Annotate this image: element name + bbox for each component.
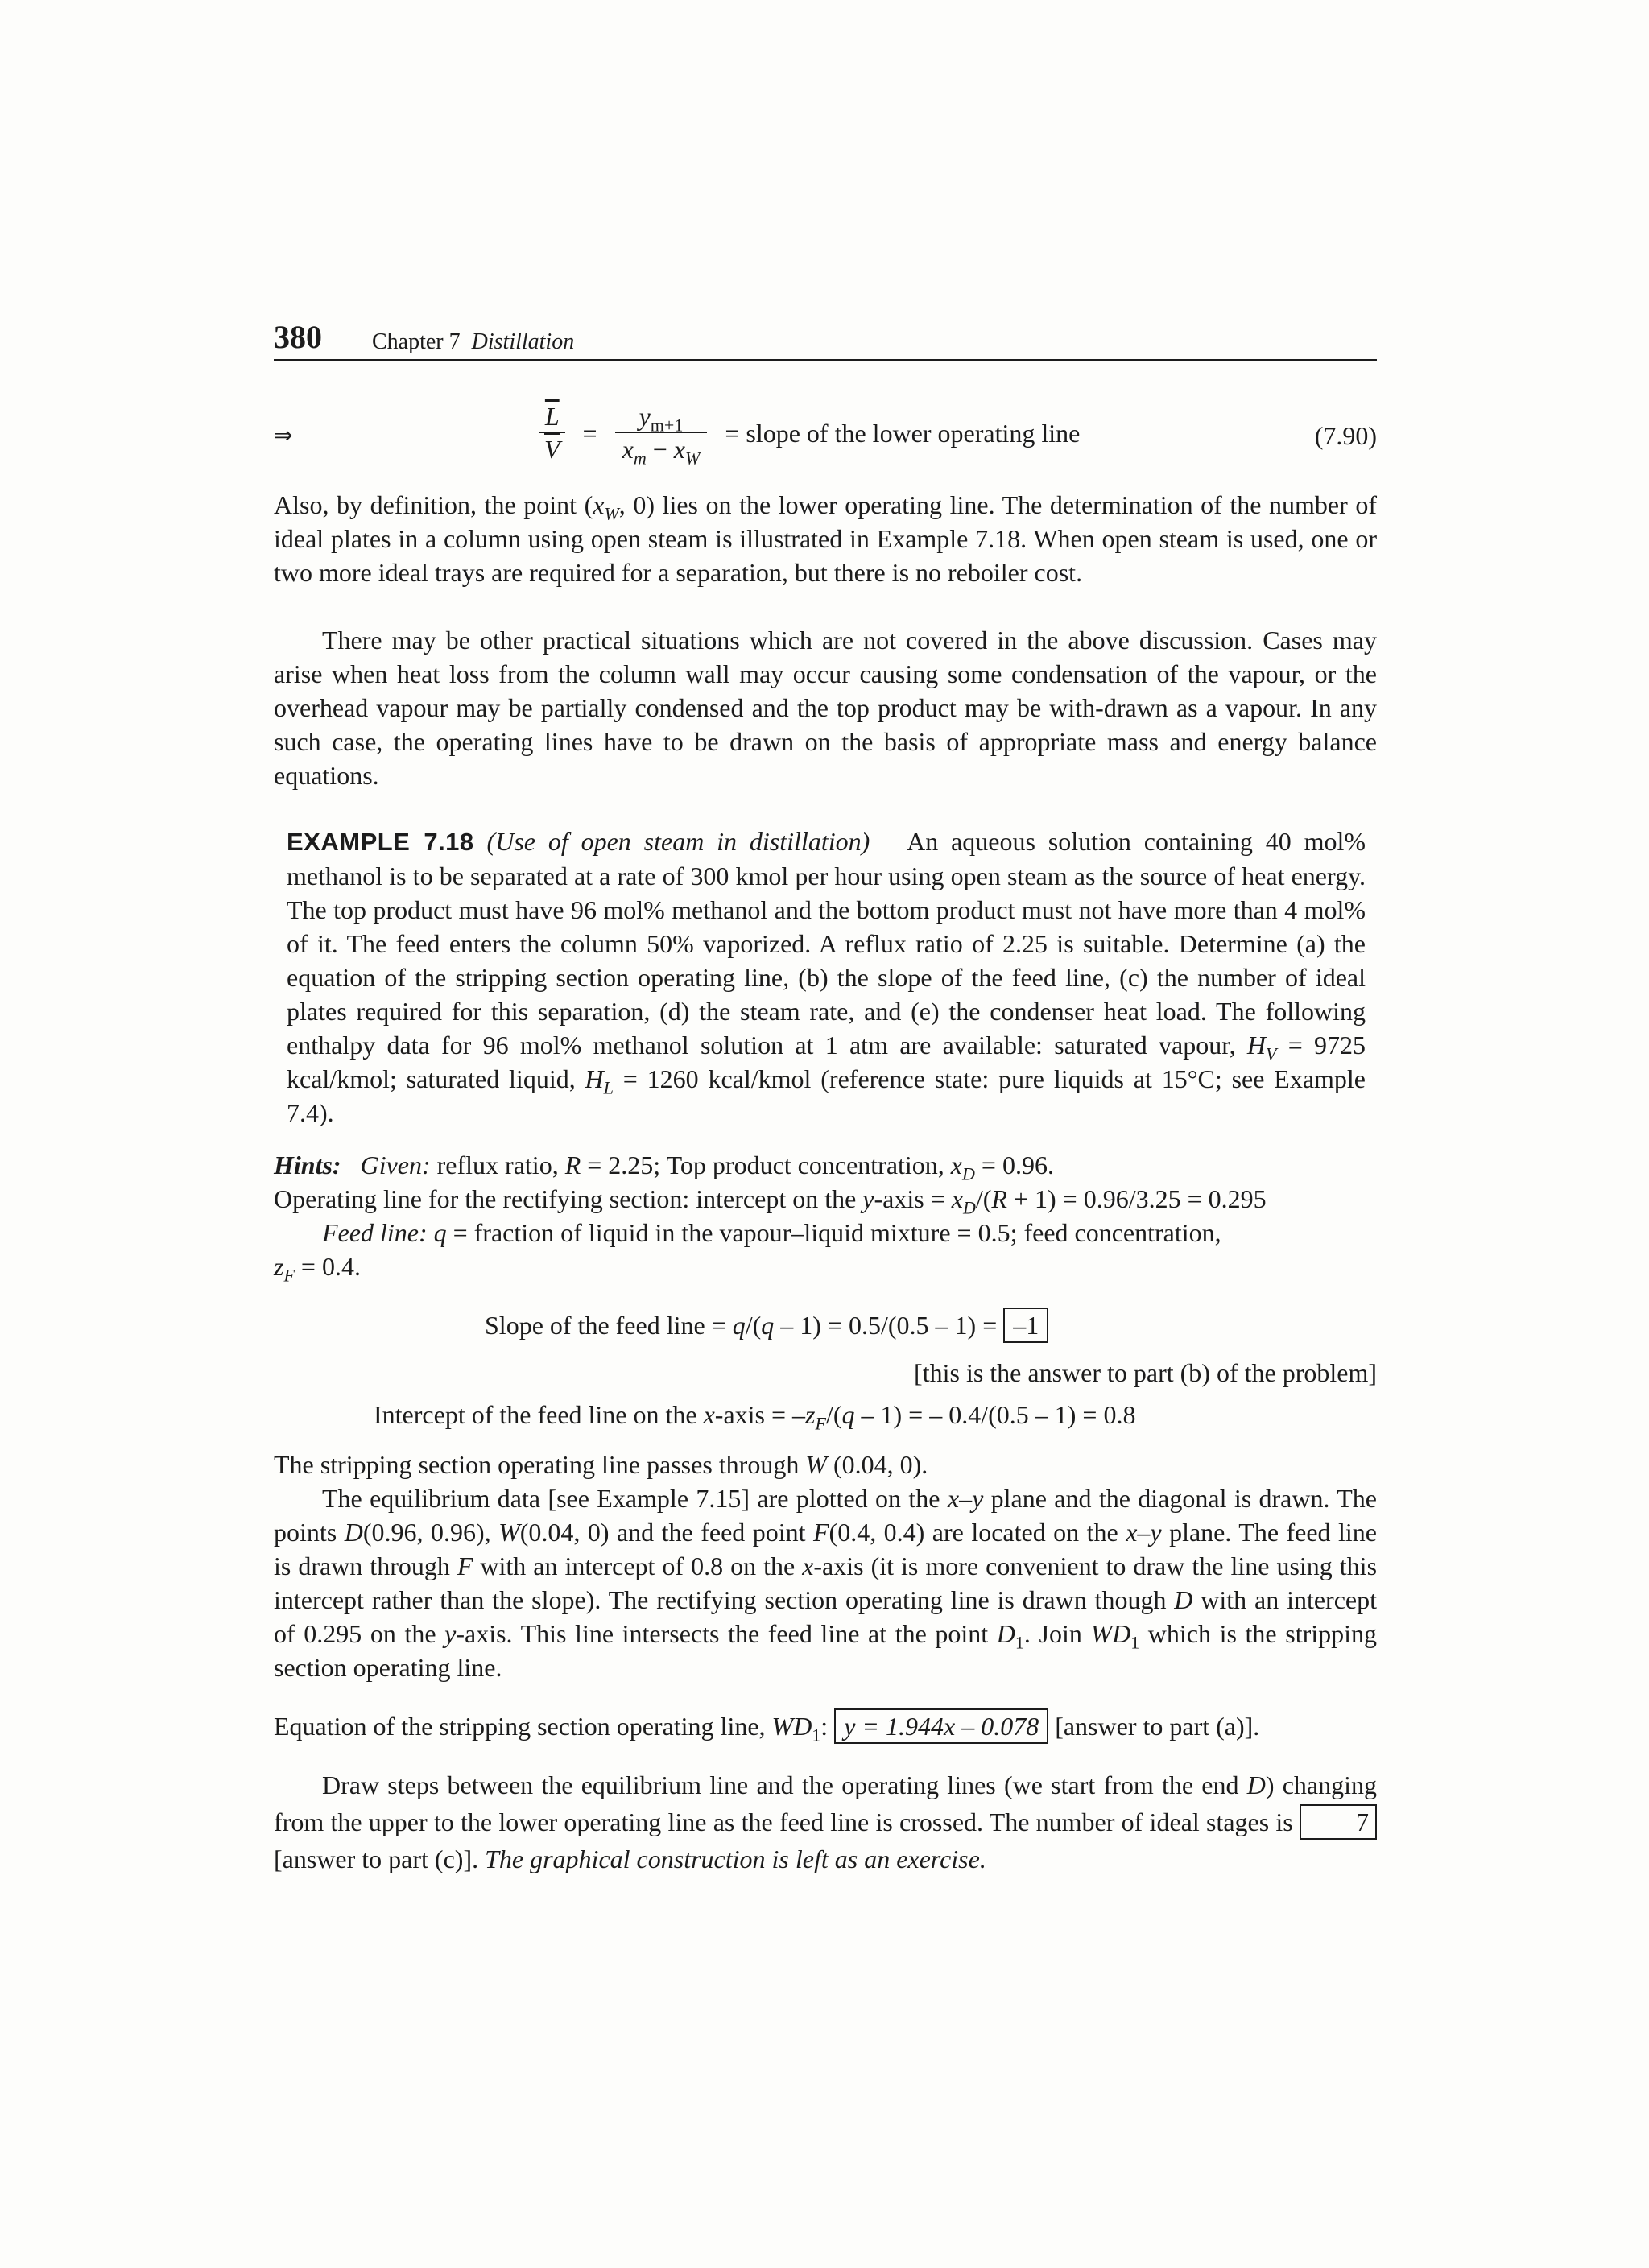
equation-body	[539, 401, 1081, 469]
p4-d: D	[344, 1518, 363, 1547]
p4-w: W	[498, 1518, 520, 1547]
p4-c: (0.96, 0.96),	[362, 1518, 499, 1547]
h2-y: y	[862, 1184, 874, 1213]
p4-f: F	[812, 1518, 829, 1547]
p2-text: There may be other practical situations which are not covered in the above discussion. Cases may arise when heat loss from the column wall may occur causing some condensation of the vapour, or the overhead vapour may be partially condensed and the top product may be with-drawn as a vapour. In any such case, the operating lines have to be drawn on the basis of appropriate mass and energy balance equations.	[274, 626, 1377, 790]
lhs-denominator: V	[544, 435, 560, 464]
h1-R: R	[564, 1151, 581, 1179]
eql-wd: WD	[771, 1712, 812, 1741]
den-sub-m: m	[633, 448, 647, 469]
example-text-b: = 9725 kcal/kmol; saturated liquid,	[287, 1031, 1366, 1093]
p4-d1: D	[996, 1619, 1015, 1648]
p4-i: with an intercept of 0.8 on the	[473, 1551, 803, 1580]
h3-feed: Feed line:	[322, 1218, 428, 1247]
hints-label: Hints:	[274, 1151, 341, 1179]
example-topic: (Use of open steam in distillation)	[486, 827, 870, 856]
example-7-18	[287, 824, 1366, 1130]
p5-c: [answer to part (c)].	[274, 1845, 486, 1873]
h2-R: R	[991, 1184, 1007, 1213]
p4-xy1: x–y	[947, 1484, 984, 1513]
int-zsub: F	[815, 1413, 826, 1434]
p4-g: (0.4, 0.4) are located on the	[829, 1518, 1126, 1547]
paragraph-5	[274, 1766, 1377, 1878]
example-hl: H	[585, 1064, 604, 1093]
slope-q2: q	[761, 1311, 775, 1340]
h4-zsub: F	[283, 1265, 295, 1286]
int-z: z	[805, 1400, 816, 1429]
p4-k: with an intercept of 0.295 on the	[274, 1585, 1378, 1648]
hints-line-4	[274, 1250, 1377, 1286]
h2-d: + 1) = 0.96/3.25 = 0.295	[1006, 1184, 1267, 1213]
num-var: y	[639, 402, 651, 431]
implies-arrow: ⇒	[274, 422, 293, 448]
equation-rhs: = slope of the lower operating line	[725, 419, 1081, 448]
p1-text-a: Also, by definition, the point (	[274, 490, 593, 519]
stripping-answer-box: y = 1.944x – 0.078	[834, 1708, 1048, 1744]
slope-q1: q	[732, 1311, 746, 1340]
slope-b: /(	[745, 1311, 762, 1340]
int-b: -axis = –	[714, 1400, 806, 1429]
h1-c: = 0.96.	[974, 1151, 1054, 1179]
example-label: EXAMPLE 7.18	[287, 828, 474, 856]
stages-answer-box: 7	[1300, 1804, 1377, 1840]
int-a: Intercept of the feed line on the	[374, 1400, 704, 1429]
h2-a: Operating line for the rectifying section: intercept on the	[274, 1184, 863, 1213]
hints-line-2	[274, 1182, 1377, 1216]
eql-b: :	[820, 1712, 835, 1741]
hints-line-1	[274, 1148, 1377, 1182]
h3-a: = fraction of liquid in the vapour–liquid mixture = 0.5; feed concentration,	[446, 1218, 1221, 1247]
p5-d: D	[1246, 1770, 1266, 1799]
h1-b: = 2.25; Top product concentration,	[581, 1151, 951, 1179]
hints-given: Given:	[360, 1151, 431, 1179]
hints-line-3	[274, 1216, 1377, 1250]
den-x: x	[622, 435, 634, 464]
int-c: /(	[825, 1400, 842, 1429]
equals-sign: =	[582, 419, 597, 448]
p4-a: The equilibrium data [see Example 7.15] are plotted on the	[322, 1484, 948, 1513]
p4-xy2: x–y	[1126, 1518, 1162, 1547]
den-minus: −	[646, 435, 674, 464]
p4-b: plane and the diagonal is drawn. The points	[274, 1484, 1378, 1547]
paragraph-4	[274, 1481, 1377, 1684]
slope-note	[274, 1356, 1377, 1390]
p4-m: . Join	[1023, 1619, 1091, 1648]
h1-xsub: D	[962, 1163, 975, 1184]
slope-note-text: [this is the answer to part (b) of the problem]	[914, 1358, 1377, 1387]
int-q: q	[841, 1400, 855, 1429]
p5-b: ) changing from the upper to the lower operating line as the feed line is crossed. The number of ideal stages is	[274, 1770, 1378, 1836]
slope-c: – 1) = 0.5/(0.5 – 1) =	[774, 1311, 1004, 1340]
p3-w: W	[805, 1450, 827, 1479]
paragraph-3	[274, 1448, 1377, 1481]
h4-z: z	[274, 1252, 284, 1281]
equation-7-90	[274, 393, 1377, 473]
running-header	[274, 316, 1377, 361]
p3-a: The stripping section operating line passes through	[274, 1450, 806, 1479]
page-number: 380	[274, 319, 322, 355]
p4-n: which is the stripping section operating line.	[274, 1619, 1378, 1682]
eql-c: [answer to part (a)].	[1048, 1712, 1260, 1741]
equation-number: (7.90)	[1314, 421, 1377, 450]
stripping-line-equation	[274, 1708, 1377, 1744]
p3-b: (0.04, 0).	[826, 1450, 928, 1479]
p4-d1sub: 1	[1015, 1632, 1024, 1653]
example-text-c: = 1260 kcal/kmol (reference state: pure liquids at 15°C; see Example 7.4).	[287, 1064, 1366, 1127]
p4-y: y	[444, 1619, 457, 1648]
p4-j: -axis (it is more convenient to draw the line using this intercept rather than the slope). The rectifying section operating line is drawn though	[274, 1551, 1378, 1614]
eql-wdsub: 1	[812, 1725, 821, 1745]
h2-x: x	[951, 1184, 963, 1213]
p4-h: plane. The feed line is drawn through	[274, 1518, 1377, 1580]
lhs-numerator: $\overline{L}$	[544, 402, 560, 431]
p1-xw: x	[593, 490, 605, 519]
rhs-fraction	[615, 401, 708, 469]
num-sub: m+1	[650, 415, 684, 436]
den-xw: x	[673, 435, 685, 464]
p4-x: x	[802, 1551, 814, 1580]
example-hv-sub: V	[1265, 1043, 1277, 1064]
p4-wdsub: 1	[1130, 1632, 1140, 1653]
example-hv: H	[1246, 1031, 1266, 1060]
p1-xw-sub: W	[604, 503, 619, 524]
slope-answer-box: –1	[1003, 1308, 1048, 1343]
example-text-a: An aqueous solution containing 40 mol% methanol is to be separated at a rate of 300 kmol per hour using open steam as the source of heat energy. The top product must have 96 mol% methanol and the bottom product must not have more than 4 mol% of it. The feed enters the column 50% vaporized. A reflux ratio of 2.25 is suitable. Determine (a) the equation of the stripping section operating line, (b) the slope of the feed line, (c) the number of ideal plates required for this separation, (d) the steam rate, and (e) the condenser heat load. The following enthalpy data for 96 mol% methanol solution at 1 atm are available: saturated vapour,	[287, 827, 1366, 1060]
h1-x: x	[950, 1151, 962, 1179]
intercept-line	[374, 1398, 1136, 1434]
lhs-fraction	[539, 401, 565, 465]
paragraph-2	[274, 623, 1377, 792]
example-hl-sub: L	[603, 1077, 614, 1098]
h3-q: q	[433, 1218, 447, 1247]
den-sub-w: W	[684, 448, 701, 469]
p5-a: Draw steps between the equilibrium line and the operating lines (we start from the end	[322, 1770, 1247, 1799]
eql-a: Equation of the stripping section operating line,	[274, 1712, 772, 1741]
h2-b: -axis =	[874, 1184, 952, 1213]
slope-line	[485, 1308, 1048, 1343]
chapter-title: Distillation	[471, 329, 575, 354]
p4-wd: WD	[1090, 1619, 1131, 1648]
p4-d2: D	[1174, 1585, 1193, 1614]
int-x: x	[703, 1400, 715, 1429]
paragraph-1	[274, 488, 1377, 589]
h4-a: = 0.4.	[294, 1252, 361, 1281]
int-d: – 1) = – 0.4/(0.5 – 1) = 0.8	[854, 1400, 1136, 1429]
h2-xsub: D	[962, 1197, 976, 1218]
chapter-label	[372, 325, 574, 359]
p5-italic: The graphical construction is left as an exercise.	[485, 1845, 986, 1873]
h1-a: reflux ratio,	[430, 1151, 565, 1179]
p4-e: (0.04, 0) and the feed point	[519, 1518, 813, 1547]
slope-a: Slope of the feed line =	[485, 1311, 733, 1340]
p4-f2: F	[457, 1551, 473, 1580]
chapter-number: Chapter 7	[372, 329, 461, 354]
p1-text-b: , 0) lies on the lower operating line. The determination of the number of ideal plates in a column using open steam is illustrated in Example 7.18. When open steam is used, one or two more ideal trays are required for a separation, but there is no reboiler cost.	[274, 490, 1378, 587]
h2-c: /(	[975, 1184, 992, 1213]
p4-l: -axis. This line intersects the feed line at the point	[456, 1619, 997, 1648]
